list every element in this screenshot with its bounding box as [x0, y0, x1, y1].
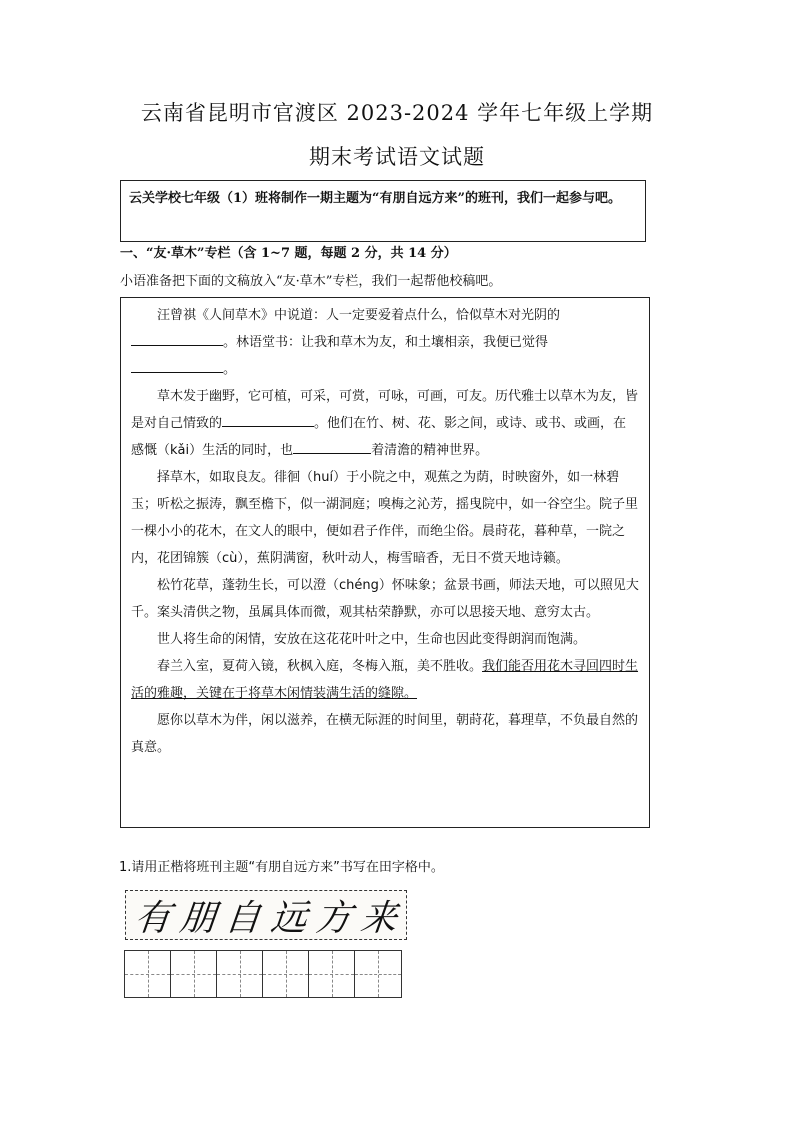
article-text: 着清澹的精神世界。: [371, 443, 489, 458]
article-text: 。他们在竹、树、花、影之间，或诗、或书、或画，在感慨（kǎi）生活的同时，也: [131, 416, 627, 458]
page-subtitle: 期末考试语文试题: [309, 145, 485, 169]
article-text: 春兰入室，夏荷入镜，秋枫入庭，冬梅入瓶，美不胜收。: [157, 659, 483, 674]
calligraphy-char: 朋: [177, 897, 218, 939]
fill-blank-1[interactable]: [131, 330, 223, 346]
underlined-sentence: 我们能否用花木寻回四时生活的雅趣，关键在于将草木闲情装满生活的缝隙。: [131, 659, 639, 701]
writing-cell[interactable]: [217, 951, 263, 997]
article-paragraph-3: 择草木，如取良友。徘徊（huí）于小院之中，观蕉之为荫，时映窗外，如一林碧玉；听松之振涛，飘至檐下，似一湖洞庭；嗅梅之沁芳，摇曳院中，如一谷空尘。院子里一棵小小的花木，在文人的眼中，便如君子作伴，而绝尘俗。晨莳花，暮种草，一院之内，花团锦簇（cù），蕉阴满窗，秋叶动人，梅雪暗香，无日不赏天地诗籁。: [131, 470, 639, 566]
writing-cell[interactable]: [309, 951, 355, 997]
calligraphy-char: 方: [313, 897, 354, 939]
article-paragraph-4: 松竹花草，蓬勃生长，可以澄（chéng）怀味象；盆景书画，师法天地，可以照见大千。案头清供之物，虽属具体而微，观其枯荣静默，亦可以思接天地、意穷太古。: [131, 578, 639, 620]
calligraphy-sample: [125, 890, 407, 940]
article-text: 。林语堂书：让我和草木为友，和土壤相亲，我便已觉得: [223, 335, 549, 350]
calligraphy-char: 来: [358, 897, 400, 939]
writing-cell[interactable]: [355, 951, 401, 997]
calligraphy-char: 有: [132, 897, 173, 939]
article-text: 草木发于幽野，它可植，可采，可赏，可咏，可画，可友。历代雅士以草木为友，皆是对自己情致的: [131, 389, 639, 431]
section-heading: 一、“友·草木”专栏（含 1~7 题，每题 2 分，共 14 分）: [120, 246, 457, 261]
article-box: [120, 297, 650, 828]
tianzige-grid: [124, 950, 402, 998]
article-paragraph-5: 世人将生命的闲情，安放在这花花叶叶之中，生命也因此变得朗润而饱满。: [157, 632, 587, 647]
article-text: 汪曾祺《人间草木》中说道：人一定要爱着点什么，恰似草木对光阴的: [157, 308, 561, 323]
article-paragraph-2: [131, 383, 639, 464]
section-subheading: 小语准备把下面的文稿放入“友·草木”专栏，我们一起帮他校稿吧。: [120, 274, 502, 289]
fill-blank-2[interactable]: [131, 357, 223, 373]
page-title: 云南省昆明市官渡区 2023-2024 学年七年级上学期: [140, 101, 654, 125]
question-1: 1.请用正楷将班刊主题“有朋自远方来”书写在田字格中。: [119, 860, 444, 875]
writing-cell[interactable]: [125, 951, 171, 997]
fill-blank-3[interactable]: [222, 411, 314, 427]
fill-blank-4[interactable]: [293, 438, 371, 454]
article-paragraph-6: [131, 653, 639, 707]
intro-box: 云关学校七年级（1）班将制作一期主题为“有朋自远方来”的班刊，我们一起参与吧。: [120, 180, 646, 242]
calligraphy-char: 远: [268, 897, 309, 939]
article-paragraph-1: [131, 302, 639, 383]
article-text: 。: [223, 362, 237, 377]
article-paragraph-7: 愿你以草木为伴，闲以滋养，在横无际涯的时间里，朝莳花，暮理草，不负最自然的真意。: [131, 713, 639, 755]
writing-cell[interactable]: [263, 951, 309, 997]
writing-cell[interactable]: [171, 951, 217, 997]
calligraphy-char: 自: [222, 897, 264, 939]
